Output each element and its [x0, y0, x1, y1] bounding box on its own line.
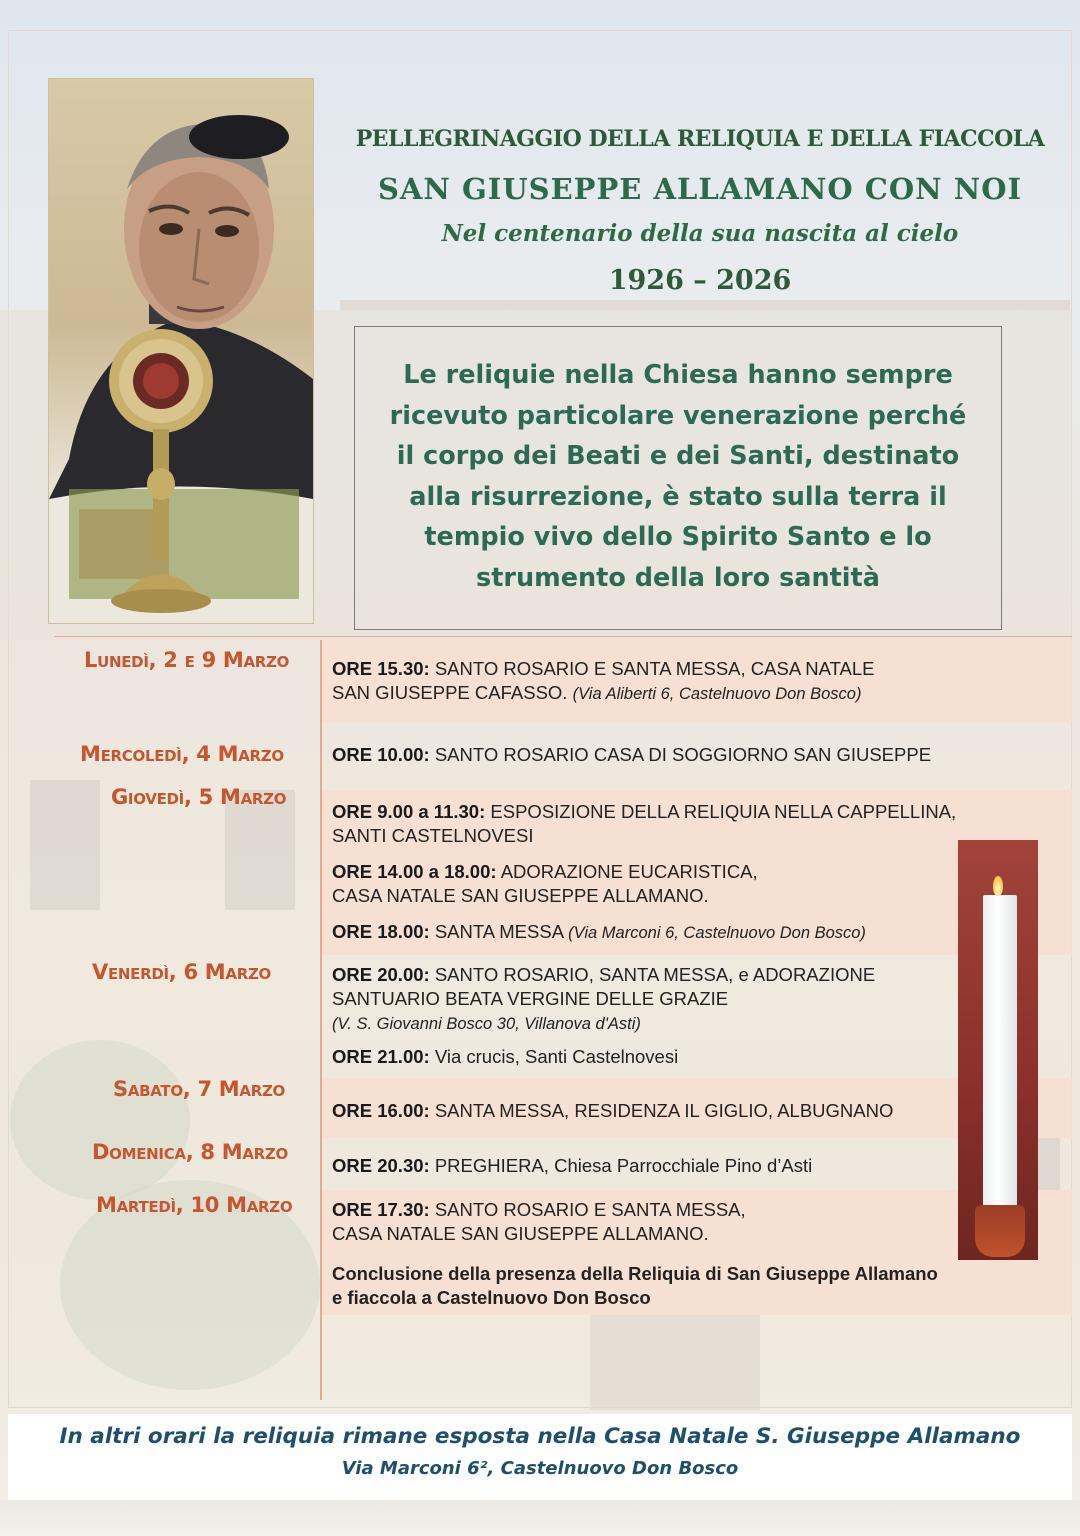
day-wednesday: Mercoledì, 4 Marzo	[80, 742, 284, 766]
event-friday-2: ORE 21.00: Via crucis, Santi Castelnovesi	[332, 1046, 679, 1067]
event-text: SANTO ROSARIO, SANTA MESSA, e ADORAZIONE	[434, 964, 876, 985]
day-friday: Venerdì, 6 Marzo	[92, 960, 271, 984]
event-text: ADORAZIONE EUCARISTICA,	[500, 861, 758, 882]
closing-line: e fiaccola a Castelnuovo Don Bosco	[332, 1287, 651, 1308]
footer-address: Via Marconi 6², Castelnuovo Don Bosco	[341, 1458, 739, 1479]
event-text: SANTO ROSARIO E SANTA MESSA,	[434, 1199, 746, 1220]
day-thursday: Giovedì, 5 Marzo	[111, 785, 287, 809]
event-text: SAN GIUSEPPE CAFASSO.	[332, 682, 568, 703]
quote-box	[354, 326, 1002, 630]
title-saint: SAN GIUSEPPE ALLAMANO CON NOI	[377, 172, 1023, 206]
background-tree	[10, 1040, 190, 1200]
event-text: SANTA MESSA, RESIDENZA IL GIGLIO, ALBUGNANO	[434, 1100, 894, 1121]
background-roof	[340, 300, 1070, 310]
day-tuesday: Martedì, 10 Marzo	[96, 1193, 293, 1217]
event-address: (Via Aliberti 6, Castelnuovo Don Bosco)	[572, 685, 862, 703]
closing-line: Conclusione della presenza della Reliquia di San Giuseppe Allamano	[332, 1263, 938, 1284]
event-thursday-3: ORE 18.00: SANTA MESSA (Via Marconi 6, Castelnuovo Don Bosco)	[332, 921, 866, 942]
background-window	[30, 780, 100, 910]
background-door	[590, 1310, 760, 1410]
event-text: SANTI CASTELNOVESI	[332, 825, 534, 846]
quote-line: tempio vivo dello Spirito Santo e lo	[424, 522, 932, 552]
quote-line: Le reliquie nella Chiesa hanno sempre	[403, 360, 953, 390]
event-text: ESPOSIZIONE DELLA RELIQUIA NELLA CAPPELLINA,	[490, 801, 957, 822]
event-text: Via crucis, Santi Castelnovesi	[434, 1046, 679, 1067]
event-thursday-1: ORE 9.00 a 11.30: ESPOSIZIONE DELLA RELIQUIA NELLA CAPPELLINA, SANTI CASTELNOVESI	[332, 801, 957, 846]
event-text: SANTA MESSA	[434, 921, 564, 942]
event-thursday-2: ORE 14.00 a 18.00: ADORAZIONE EUCARISTICA, CASA NATALE SAN GIUSEPPE ALLAMANO.	[332, 861, 758, 906]
event-time: ORE 14.00 a 18.00	[332, 861, 491, 882]
day-saturday: Sabato, 7 Marzo	[113, 1077, 285, 1101]
day-monday: Lunedì, 2 e 9 Marzo	[84, 648, 290, 672]
schedule-top-rule	[54, 636, 1072, 637]
event-time: ORE 20.00	[332, 964, 424, 985]
quote-line: alla risurrezione, è stato sulla terra il	[409, 481, 947, 512]
event-time: ORE 17.30	[332, 1199, 424, 1220]
event-time: ORE 9.00 a 11.30	[332, 801, 480, 822]
quote-line: il corpo dei Beati e dei Santi, destinato	[396, 441, 960, 471]
event-sunday: ORE 20.30: PREGHIERA, Chiesa Parrocchiale Pino d’Asti	[332, 1155, 813, 1176]
event-time: ORE 21.00	[332, 1046, 424, 1067]
event-text: PREGHIERA, Chiesa Parrocchiale Pino d’Asti	[434, 1155, 813, 1176]
event-closing	[332, 1262, 1052, 1310]
schedule-divider	[320, 640, 322, 1400]
event-time: ORE 20.30	[332, 1155, 424, 1176]
day-sunday: Domenica, 8 Marzo	[92, 1140, 288, 1164]
event-text: CASA NATALE SAN GIUSEPPE ALLAMANO.	[332, 1223, 709, 1244]
event-text: SANTO ROSARIO E SANTA MESSA, CASA NATALE	[434, 658, 875, 679]
event-address: (V. S. Giovanni Bosco 30, Villanova d'Asti)	[332, 1015, 641, 1033]
event-time: ORE 18.00	[332, 921, 424, 942]
event-time: ORE 16.00	[332, 1100, 424, 1121]
bottom-strip	[0, 1500, 1080, 1536]
subtitle-centenary: Nel centenario della sua nascita al cielo	[441, 220, 959, 247]
event-tuesday: ORE 17.30: SANTO ROSARIO E SANTA MESSA, CASA NATALE SAN GIUSEPPE ALLAMANO.	[332, 1199, 746, 1244]
event-text: CASA NATALE SAN GIUSEPPE ALLAMANO.	[332, 885, 709, 906]
event-text: SANTO ROSARIO CASA DI SOGGIORNO SAN GIUSEPPE	[434, 744, 932, 765]
title-pilgrimage: PELLEGRINAGGIO DELLA RELIQUIA E DELLA FIACCOLA	[355, 126, 1045, 152]
event-time: ORE 10.00	[332, 744, 424, 765]
event-friday-1: ORE 20.00: SANTO ROSARIO, SANTA MESSA, e ADORAZIONE SANTUARIO BEATA VERGINE DELLE GRAZIE (V. S. Giovanni Bosco 30, Villanova d'Asti)	[332, 964, 876, 1033]
event-time: ORE 15.30	[332, 658, 424, 679]
event-monday: ORE 15.30: SANTO ROSARIO E SANTA MESSA, CASA NATALE SAN GIUSEPPE CAFASSO. (Via Aliberti 6, Castelnuovo Don Bosco)	[332, 658, 875, 703]
quote-line: ricevuto particolare venerazione perché	[389, 400, 967, 431]
years: 1926 – 2026	[608, 265, 792, 296]
portrait-illustration	[49, 79, 313, 623]
event-wednesday: ORE 10.00: SANTO ROSARIO CASA DI SOGGIORNO SAN GIUSEPPE	[332, 744, 932, 765]
footer-note: In altri orari la reliquia rimane esposta nella Casa Natale S. Giuseppe Allamano	[59, 1424, 1021, 1449]
saint-portrait-image	[48, 78, 314, 624]
event-address: (Via Marconi 6, Castelnuovo Don Bosco)	[568, 924, 866, 942]
quote-line: strumento della loro santità	[476, 562, 880, 593]
event-saturday: ORE 16.00: SANTA MESSA, RESIDENZA IL GIGLIO, ALBUGNANO	[332, 1100, 894, 1121]
event-text: SANTUARIO BEATA VERGINE DELLE GRAZIE	[332, 988, 729, 1009]
